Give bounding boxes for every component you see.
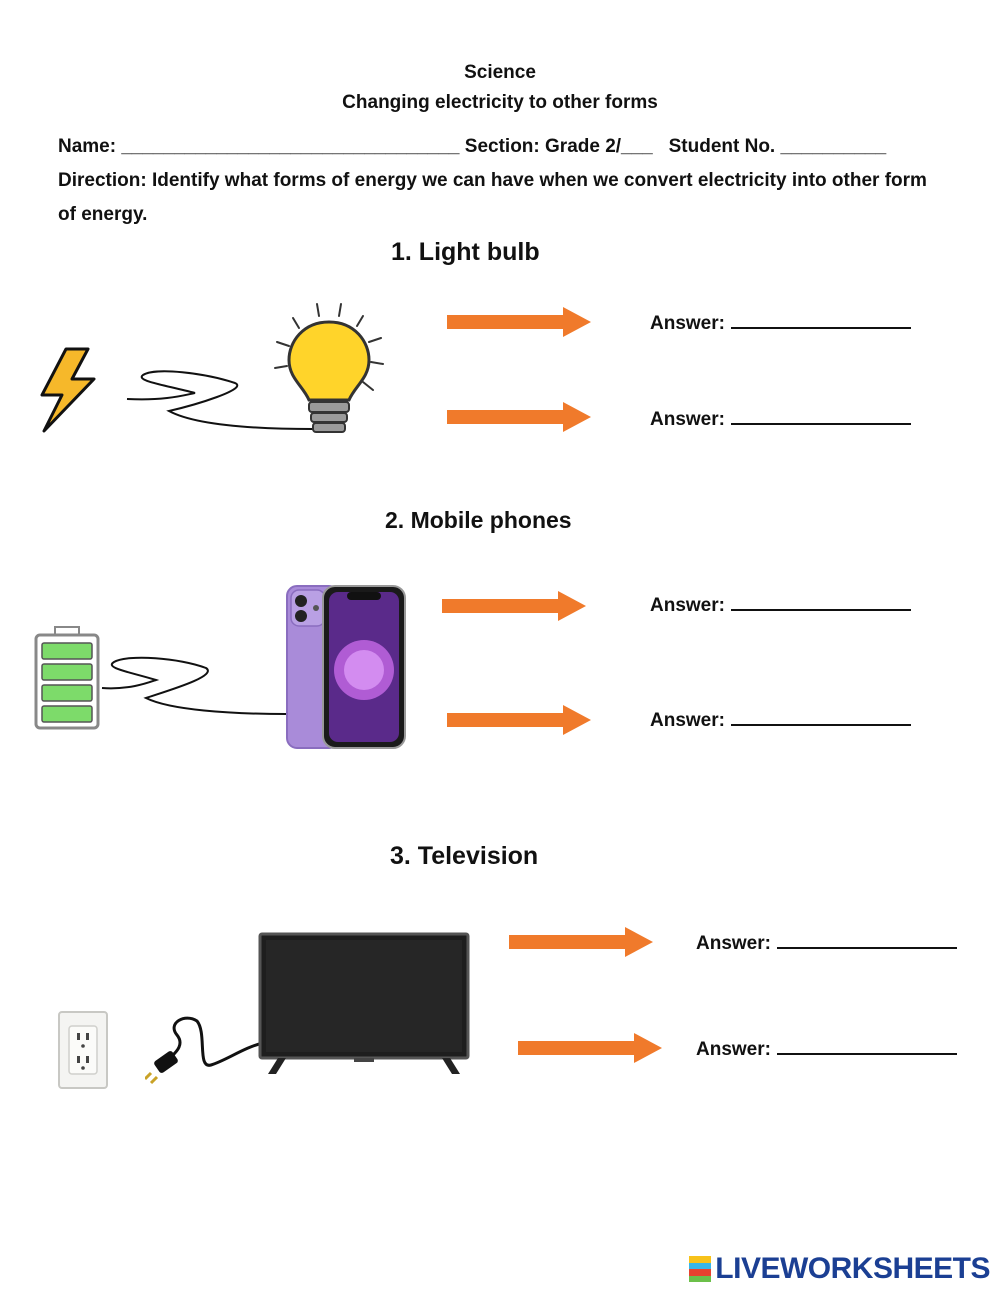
section-label: Section: — [464, 136, 540, 157]
answer-field[interactable] — [696, 931, 957, 955]
arrow-icon — [440, 589, 590, 623]
answer-blank[interactable] — [731, 593, 911, 611]
student-no-label: Student No. — [668, 136, 776, 157]
liveworksheets-logo-icon — [689, 1256, 711, 1282]
answer-field[interactable] — [650, 708, 911, 732]
info-line — [58, 136, 886, 158]
section-heading-light-bulb: 1. Light bulb — [391, 238, 540, 266]
wire — [100, 652, 288, 718]
arrow-icon — [445, 400, 595, 434]
lightning-icon — [36, 345, 102, 435]
answer-field[interactable] — [696, 1037, 957, 1061]
answer-field[interactable] — [650, 593, 911, 617]
answer-label: Answer: — [650, 313, 725, 334]
arrow-icon — [445, 703, 595, 737]
section-field[interactable]: Grade 2/___ — [545, 136, 653, 157]
answer-field[interactable] — [650, 311, 911, 335]
brand-text: LIVEWORKSHEETS — [715, 1252, 990, 1285]
answer-label: Answer: — [696, 1039, 771, 1060]
answer-blank[interactable] — [731, 311, 911, 329]
arrow-icon — [516, 1031, 666, 1065]
section-heading-mobile-phones: 2. Mobile phones — [385, 507, 572, 533]
arrow-icon — [445, 305, 595, 339]
section-heading-television: 3. Television — [390, 842, 539, 870]
answer-label: Answer: — [696, 933, 771, 954]
battery-icon — [33, 625, 101, 731]
direction-text: Identify what forms of energy we can have when we convert electricity into other form of energy. — [58, 170, 927, 225]
direction — [58, 164, 948, 232]
direction-label: Direction: — [58, 170, 147, 191]
answer-label: Answer: — [650, 710, 725, 731]
answer-label: Answer: — [650, 409, 725, 430]
answer-blank[interactable] — [777, 1037, 957, 1055]
student-no-field[interactable]: __________ — [780, 136, 887, 157]
light-bulb-icon — [265, 298, 390, 443]
arrow-icon — [507, 925, 657, 959]
power-plug-icon — [145, 1013, 265, 1085]
name-label: Name: — [58, 136, 117, 157]
answer-blank[interactable] — [777, 931, 957, 949]
page-title: Changing electricity to other forms — [342, 92, 658, 113]
answer-field[interactable] — [650, 407, 911, 431]
name-field[interactable]: ________________________________ — [121, 136, 460, 157]
answer-label: Answer: — [650, 595, 725, 616]
brand-logo[interactable] — [689, 1252, 990, 1286]
wall-outlet-icon — [57, 1010, 109, 1090]
answer-blank[interactable] — [731, 708, 911, 726]
television-icon — [258, 932, 470, 1076]
answer-blank[interactable] — [731, 407, 911, 425]
mobile-phone-icon — [285, 584, 407, 750]
page-subject: Science — [464, 62, 536, 83]
